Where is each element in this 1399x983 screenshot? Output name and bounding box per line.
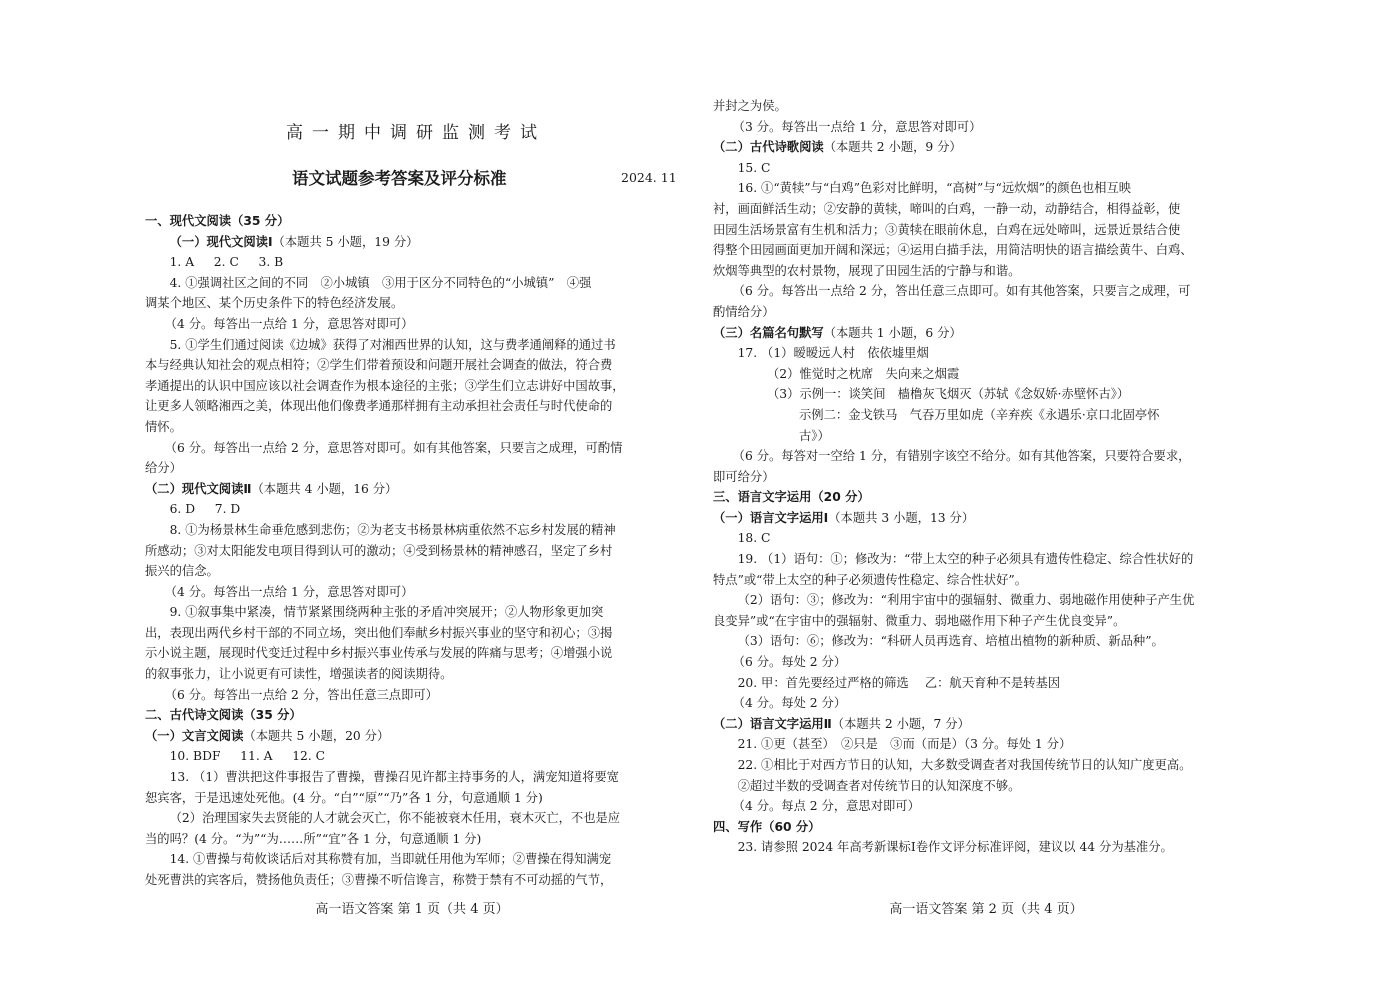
answer-line: 1. A 2. C 3. B	[169, 255, 284, 270]
answer-line: 特点”或“带上太空的种子必须遗传性稳定、综合性状好”。	[713, 572, 1027, 587]
answer-line: 的叙事张力，让小说更有可读性，增强读者的阅读期待。	[145, 667, 453, 682]
page-2-column	[713, 96, 1255, 858]
subsection-heading: （二）语言文字运用Ⅱ（本题共 2 小题，7 分）	[713, 716, 970, 731]
answer-line: 衬，画面鲜活生动；②安静的黄犊，啼叫的白鸡，一静一动，动静结合，相得益彰，使	[713, 201, 1181, 216]
score-note: （6 分。每答出一点给 2 分，答出任意三点即可）	[164, 687, 438, 702]
score-note: （4 分。每处 2 分）	[732, 696, 847, 711]
answer-line: 炊烟等典型的农村景物，展现了田园生活的宁静与和谐。	[713, 263, 1021, 278]
answer-line: 并封之为侯。	[713, 99, 787, 113]
answer-line: （2）治理国家失去贤能的人才就会灭亡，你不能被衰木任用，衰木灭亡，不也是应	[169, 811, 621, 826]
subsection-heading: （一）文言文阅读（本题共 5 小题，20 分）	[145, 728, 390, 743]
answer-line: 17. （1）暧暧远人村 依依墟里烟	[737, 346, 929, 361]
score-note: （3 分。每答出一点给 1 分，意思答对即可）	[732, 119, 982, 134]
answer-line: 9. ①叙事集中紧凑，情节紧紧围绕两种主张的矛盾冲突展开；②人物形象更加突	[169, 605, 604, 620]
answer-line: 所感动；③对太阳能发电项目得到认可的激动；④受到杨景林的精神感召，坚定了乡村	[145, 543, 613, 558]
answer-line: 6. D 7. D	[169, 502, 241, 517]
answer-line: 4. ①强调社区之间的不同 ②小城镇 ③用于区分不同特色的“小城镇” ④强	[169, 275, 592, 290]
answer-line: 古》）	[799, 428, 830, 443]
answer-line: （3）示例一：谈笑间 樯橹灰飞烟灭（苏轼《念奴娇·赤壁怀古》）	[767, 387, 1130, 402]
subsection-heading: （二）古代诗歌阅读（本题共 2 小题，9 分）	[713, 140, 962, 155]
subsection-heading: （二）现代文阅读Ⅱ（本题共 4 小题，16 分）	[145, 481, 398, 496]
score-note: 酌情给分）	[713, 304, 775, 319]
answer-line: （2）惟觉时之枕席 失向来之烟霞	[767, 366, 960, 381]
answer-line: 出，表现出两代乡村干部的不同立场，突出他们奉献乡村振兴事业的坚守和初心；③揭	[145, 625, 613, 640]
answer-line: 5. ①学生们通过阅读《边城》获得了对湘西世界的认知，这与费孝通阐释的通过书	[169, 337, 616, 352]
doc-title: 语文试题参考答案及评分标准	[292, 169, 507, 188]
score-note: （4 分。每点 2 分，意思对即可）	[732, 799, 920, 814]
answer-line: 22. ①相比于对西方节日的认知，大多数受调查者对我国传统节日的认知广度更高。	[737, 758, 1192, 772]
answer-line: 示小说主题，展现时代变迁过程中乡村振兴事业传承与发展的阵痛与思考；④增强小说	[145, 646, 613, 661]
score-note: （6 分。每答出一点给 2 分，答出任意三点即可。如有其他答案，只要言之成理，可	[732, 284, 1191, 299]
answer-line: 23. 请参照 2024 年高考新课标Ⅰ卷作文评分标准评阅，建议以 44 分为基准分。	[737, 840, 1173, 855]
section-heading: 三、语言文字运用（20 分）	[713, 490, 870, 505]
answer-line: 19. （1）语句：①；修改为：“带上太空的种子必须具有遗传性稳定、综合性状好的	[737, 552, 1194, 567]
answer-line: 让更多人领略湘西之美，体现出他们像费孝通那样拥有主动承担社会责任与时代使命的	[145, 399, 613, 414]
answer-line: 孝通提出的认识中国应该以社会调查作为根本途径的主张；③学生们立志讲好中国故事，	[145, 378, 625, 393]
page-1-column	[145, 211, 687, 891]
page-1-footer: 高一语文答案 第 1 页（共 4 页）	[315, 902, 509, 917]
score-note: （4 分。每答出一点给 1 分，意思答对即可）	[164, 316, 414, 331]
section-heading: 二、古代诗文阅读（35 分）	[145, 708, 302, 723]
answer-line: 本与经典认知社会的观点相符；②学生们带着预设和问题开展社会调查的做法，符合费	[145, 358, 613, 373]
score-note: （6 分。每处 2 分）	[732, 655, 847, 670]
answer-line: 示例二：金戈铁马 气吞万里如虎（辛弃疾《永遇乐·京口北固亭怀	[799, 407, 1160, 422]
section-heading: 一、现代文阅读（35 分）	[145, 214, 290, 228]
score-note: 即可给分）	[713, 469, 775, 484]
answer-line: 得整个田园画面更加开阔和深远；④运用白描手法，用简洁明快的语言描绘黄牛、白鸡、	[713, 243, 1193, 258]
subsection-heading: （一）语言文字运用Ⅰ（本题共 3 小题，13 分）	[713, 510, 975, 525]
answer-line: ②超过半数的受调查者对传统节日的认知深度不够。	[737, 778, 1021, 793]
section-heading: 四、写作（60 分）	[713, 819, 821, 834]
answer-line: 10. BDF 11. A 12. C	[169, 749, 326, 764]
subsection-heading: （一）现代文阅读Ⅰ（本题共 5 小题，19 分）	[169, 234, 419, 249]
answer-line: 调某个地区、某个历史条件下的特色经济发展。	[145, 296, 404, 311]
score-note: 给分）	[145, 461, 182, 476]
answer-line: 21. ①更（甚至） ②只是 ③而（而是）（3 分。每处 1 分）	[737, 737, 1072, 752]
doc-date: 2024. 11	[621, 170, 677, 185]
score-note: （6 分。每答出一点给 2 分，意思答对即可。如有其他答案，只要言之成理，可酌情	[164, 440, 623, 455]
answer-line: 田园生活场景富有生机和活力；③黄犊在眼前休息，白鸡在远处啼叫，远景近景结合使	[713, 222, 1181, 237]
answer-line: 18. C	[737, 531, 771, 546]
subsection-heading: （三）名篇名句默写（本题共 1 小题，6 分）	[713, 325, 962, 340]
answer-line: 处死曹洪的宾客后，赞扬他负责任；③曹操不听信谗言，称赞于禁有不可动摇的气节，	[145, 873, 613, 887]
answer-line: （3）语句：⑥；修改为：“科研人员再选育、培植出植物的新种质、新品种”。	[737, 634, 1164, 649]
answer-line: （2）语句：③；修改为：“利用宇宙中的强辐射、微重力、弱地磁作用使种子产生优	[737, 593, 1195, 608]
score-note: （4 分。每答出一点给 1 分，意思答对即可）	[164, 584, 414, 599]
answer-line: 13. （1）曹洪把这件事报告了曹操，曹操召见许都主持事务的人，满宠知道将要宽	[169, 770, 619, 785]
page-2-footer: 高一语文答案 第 2 页（共 4 页）	[889, 902, 1083, 917]
score-note: （6 分。每答对一空给 1 分，有错别字该空不给分。如有其他答案，只要符合要求，	[732, 449, 1191, 464]
answer-line: 当的吗？(4 分。“为”“为……所”“宜”各 1 分，句意通顺 1 分)	[145, 831, 482, 846]
answer-line: 16. ①“黄犊”与“白鸡”色彩对比鲜明，“高树”与“远炊烟”的颜色也相互映	[737, 181, 1132, 196]
answer-line: 14. ①曹操与荀攸谈话后对其称赞有加，当即就任用他为军师；②曹操在得知满宠	[169, 852, 612, 867]
answer-line: 8. ①为杨景林生命垂危感到悲伤；②为老支书杨景林病重依然不忘乡村发展的精神	[169, 522, 616, 537]
answer-line: 良变异”或“在宇宙中的强辐射、微重力、弱地磁作用下种子产生优良变异”。	[713, 613, 1126, 628]
answer-line: 恕宾客，于是迅速处死他。(4 分。“白”“原”“乃”各 1 分，句意通顺 1 分)	[145, 790, 543, 805]
answer-line: 15. C	[737, 160, 771, 175]
answer-line: 振兴的信念。	[145, 564, 219, 579]
answer-line: 20. 甲：首先要经过严格的筛选 乙：航天育种不是转基因	[737, 675, 1061, 690]
answer-line: 情怀。	[145, 419, 182, 434]
exam-title: 高一期中调研监测考试	[286, 123, 546, 143]
